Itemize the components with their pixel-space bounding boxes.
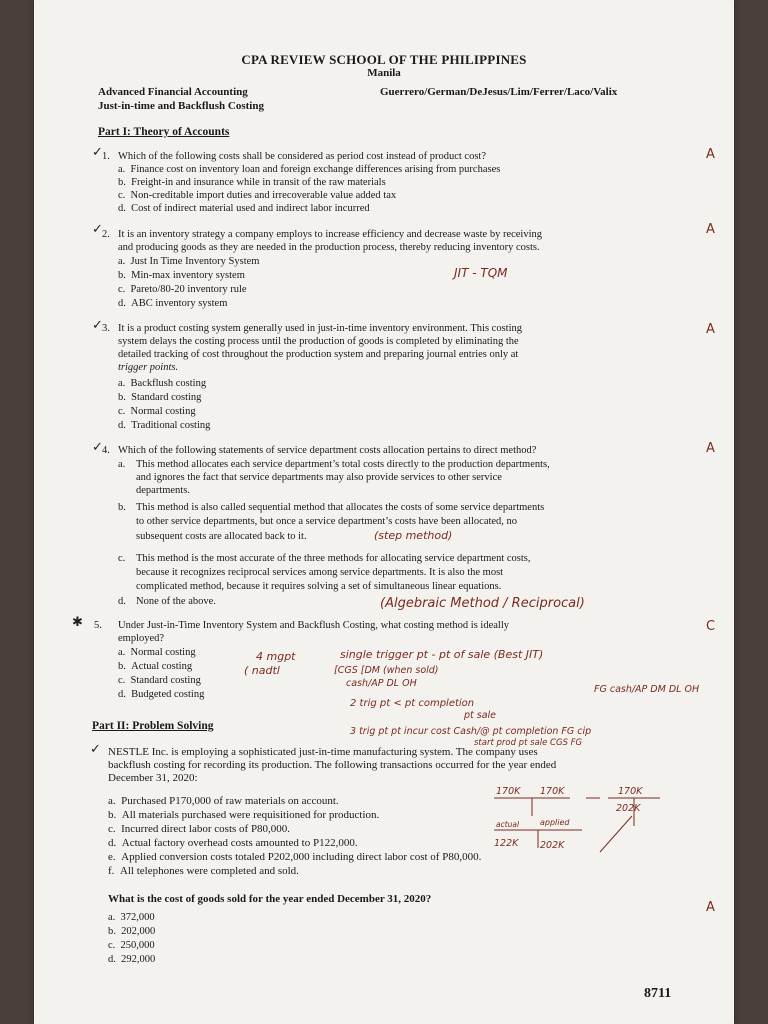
checkmark-icon: ✓ xyxy=(92,145,103,160)
q4-number: 4. xyxy=(102,445,110,456)
q5-stem-line1: Under Just-in-Time Inventory System and Backflush Costing, what costing method is ideally xyxy=(118,620,509,631)
q5-note-left2: ( nadtl xyxy=(244,664,280,677)
q3-option-b: b. Standard costing xyxy=(118,392,202,403)
q5-note-mid2: [CGS [DM (when sold) xyxy=(334,665,439,676)
q4-option-c-line2: because it recognizes reciprocal services among service departments. It is also the most xyxy=(136,567,504,578)
checkmark-icon: ✓ xyxy=(92,440,103,455)
problem-answer: A xyxy=(706,900,715,915)
part2-title: Part II: Problem Solving xyxy=(92,720,214,732)
q5-note-row2b: pt sale xyxy=(464,710,497,721)
problem-item-c: c. Incurred direct labor costs of P80,000. xyxy=(108,823,291,835)
q5-number: 5. xyxy=(94,620,102,631)
q3-option-c: c. Normal costing xyxy=(118,406,196,417)
t-account-value-6: 202K xyxy=(540,840,565,851)
q2-option-d: d. ABC inventory system xyxy=(118,298,228,309)
q4-option-b-letter: b. xyxy=(118,502,126,513)
q2-option-a: a. Just In Time Inventory System xyxy=(118,256,260,267)
q3-number: 3. xyxy=(102,323,110,334)
q5-note-mid3: cash/AP DL OH xyxy=(346,678,417,689)
t-account-actual-label: actual xyxy=(496,820,520,829)
problem-question: What is the cost of goods sold for the year ended December 31, 2020? xyxy=(108,893,432,905)
problem-intro-line1: NESTLE Inc. is employing a sophisticated just-in-time manufacturing system. The company uses xyxy=(108,746,538,758)
q4-option-a-line1: This method allocates each service department’s total costs directly to the production departments, xyxy=(136,459,550,470)
q3-stem-line2: system delays the costing process until the production of goods is completed by eliminating the xyxy=(118,336,519,347)
q2-number: 2. xyxy=(102,229,110,240)
q2-answer: A xyxy=(706,222,715,237)
q4-note-algebraic: (Algebraic Method / Reciprocal) xyxy=(380,596,585,611)
q4-answer: A xyxy=(706,441,715,456)
q5-option-c: c. Standard costing xyxy=(118,675,201,686)
q4-option-c-line1: This method is the most accurate of the three methods for allocating service department costs, xyxy=(136,553,531,564)
q3-stem-line4: trigger points. xyxy=(118,362,179,373)
problem-item-d: d. Actual factory overhead costs amounted to P122,000. xyxy=(108,837,358,849)
q2-stem-line2: and producing goods as they are needed in the production process, thereby reducing inventory costs. xyxy=(118,242,540,253)
q4-option-b-line2: to other service departments, but once a service department’s costs have been allocated, no xyxy=(136,516,518,527)
choice-a: a. 372,000 xyxy=(108,912,155,923)
q1-option-c: c. Non-creditable import duties and irrecoverable value added tax xyxy=(118,190,397,201)
q1-number: 1. xyxy=(102,151,110,162)
q5-note-row2c: FG cash/AP DM DL OH xyxy=(594,684,700,695)
q4-option-d-letter: d. xyxy=(118,596,126,607)
q2-handwritten-note: JIT - TQM xyxy=(454,266,508,280)
q4-option-d-line1: None of the above. xyxy=(136,596,216,607)
part1-title: Part I: Theory of Accounts xyxy=(98,126,230,138)
checkmark-icon: ✓ xyxy=(92,222,103,237)
q4-option-b-line1: This method is also called sequential method that allocates the costs of some service departments xyxy=(136,502,545,513)
q4-option-c-letter: c. xyxy=(118,553,126,564)
course-title: Advanced Financial Accounting xyxy=(98,86,248,98)
q3-stem-line1: It is a product costing system generally used in just-in-time inventory environment. This costing xyxy=(118,323,522,334)
q5-option-a: a. Normal costing xyxy=(118,647,196,658)
problem-item-e: e. Applied conversion costs totaled P202,000 including direct labor cost of P80,000. xyxy=(108,851,482,863)
q4-option-c-line3: complicated method, because it requires solving a set of simultaneous linear equations. xyxy=(136,581,502,592)
q4-note-step-method: (step method) xyxy=(374,529,453,542)
authors: Guerrero/German/DeJesus/Lim/Ferrer/Laco/Valix xyxy=(380,86,618,98)
checkmark-icon: ✓ xyxy=(90,742,101,757)
choice-b: b. 202,000 xyxy=(108,926,156,937)
choice-c: c. 250,000 xyxy=(108,940,155,951)
q5-answer: C xyxy=(706,619,716,634)
q5-option-d: d. Budgeted costing xyxy=(118,689,205,700)
q3-option-d: d. Traditional costing xyxy=(118,420,211,431)
q4-option-a-line2: and ignores the fact that service departments may also provide services to other service xyxy=(136,472,502,483)
star-icon: ✱ xyxy=(72,614,83,629)
q1-option-b: b. Freight-in and insurance while in transit of the raw materials xyxy=(118,177,386,188)
problem-item-a: a. Purchased P170,000 of raw materials on account. xyxy=(108,795,339,807)
q4-option-a-line3: departments. xyxy=(136,485,190,496)
checkmark-icon: ✓ xyxy=(92,318,103,333)
q5-note-row3b: start prod pt sale CGS FG xyxy=(474,738,583,748)
t-account-value-2: 170K xyxy=(540,786,565,797)
q1-answer: A xyxy=(706,147,715,162)
problem-item-f: f. All telephones were completed and sold. xyxy=(108,865,299,877)
q4-option-b-line3: subsequent costs are allocated back to it. xyxy=(136,531,307,542)
t-account-value-4: 202K xyxy=(616,803,641,814)
q2-option-b: b. Min-max inventory system xyxy=(118,270,245,281)
page-code: 8711 xyxy=(644,986,672,1001)
problem-intro-line3: December 31, 2020: xyxy=(108,772,198,784)
problem-intro-line2: backflush costing for recording its production. The following transactions occurred for the year ended xyxy=(108,759,557,771)
problem-item-b: b. All materials purchased were requisitioned for production. xyxy=(108,809,380,821)
school-name: CPA REVIEW SCHOOL OF THE PHILIPPINES xyxy=(241,52,527,67)
q4-stem: Which of the following statements of service department costs allocation pertains to direct method? xyxy=(118,445,537,456)
school-city: Manila xyxy=(367,67,401,79)
q1-option-d: d. Cost of indirect material used and indirect labor incurred xyxy=(118,203,370,214)
q5-note-left1: 4 mgpt xyxy=(256,650,296,663)
q3-answer: A xyxy=(706,322,715,337)
q2-stem-line1: It is an inventory strategy a company employs to increase efficiency and decrease waste by receiving xyxy=(118,229,543,240)
choice-d: d. 292,000 xyxy=(108,954,156,965)
q1-option-a: a. Finance cost on inventory loan and foreign exchange differences arising from purchases xyxy=(118,164,501,175)
t-account-value-1: 170K xyxy=(496,786,521,797)
q1-stem: Which of the following costs shall be considered as period cost instead of product cost? xyxy=(118,151,486,162)
exam-page xyxy=(34,0,734,1024)
t-account-applied-label: applied xyxy=(540,818,570,827)
q4-option-a-letter: a. xyxy=(118,459,126,470)
topic-title: Just-in-time and Backflush Costing xyxy=(98,100,264,112)
q5-stem-line2: employed? xyxy=(118,633,165,644)
q5-note-row3: 3 trig pt pt incur cost Cash/@ pt completion FG cip xyxy=(350,726,592,737)
q3-option-a: a. Backflush costing xyxy=(118,378,207,389)
q3-stem-line3: detailed tracking of cost throughout the production system and preparing journal entries only at xyxy=(118,349,519,360)
q5-option-b: b. Actual costing xyxy=(118,661,193,672)
t-account-value-3: 170K xyxy=(618,786,643,797)
t-account-value-5: 122K xyxy=(494,838,519,849)
q2-option-c: c. Pareto/80-20 inventory rule xyxy=(118,284,247,295)
q5-note-row2: 2 trig pt < pt completion xyxy=(350,698,475,709)
q5-note-mid1: single trigger pt - pt of sale (Best JIT) xyxy=(340,648,544,661)
